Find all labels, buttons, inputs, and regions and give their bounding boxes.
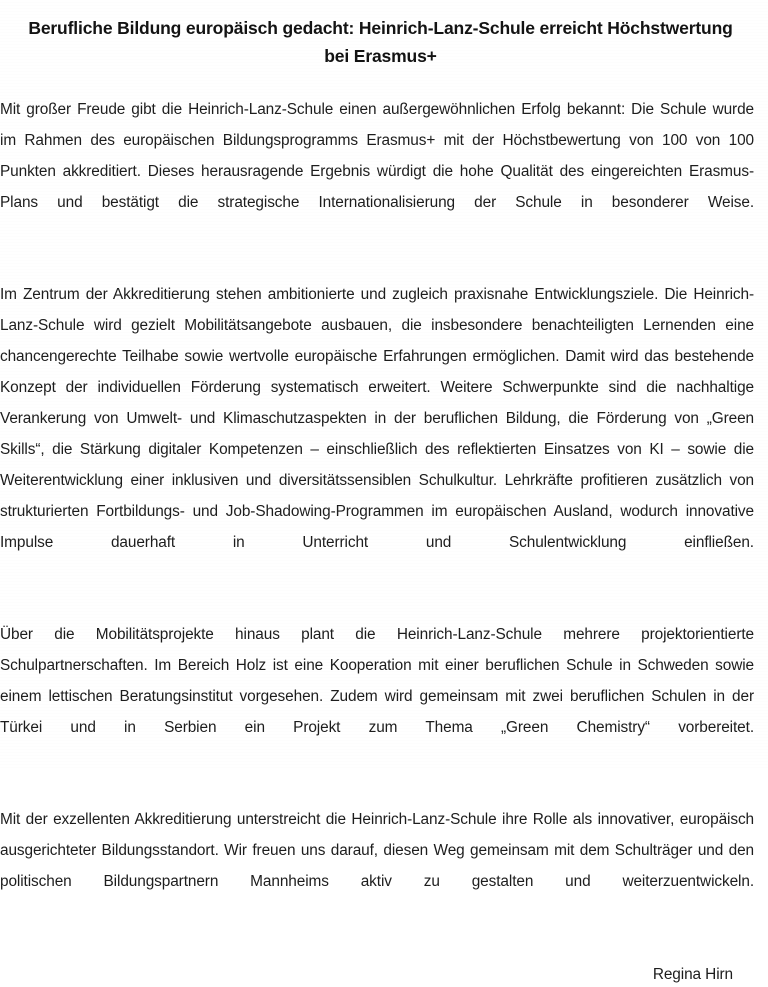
page-title-line-2: bei Erasmus+ [324,46,437,66]
document-body [0,94,768,987]
body-paragraph: Mit großer Freude gibt die Heinrich-Lanz-Schule einen außergewöhnlichen Erfolg bekannt: Die Schule wurde im Rahmen des europäischen Bildungsprogramms Erasmus+ mit der Höchstbewertung von 100 von 100 Punkten akkreditiert. Dieses herausragende Ergebnis würdigt die hohe Qualität des eingereichten Erasmus-Plans und bestätigt die strategische Internationalisierung der Schule in besonderer Weise. [0,101,754,211]
body-paragraph: Im Zentrum der Akkreditierung stehen ambitionierte und zugleich praxisnahe Entwicklungsziele. Die Heinrich-Lanz-Schule wird gezielt Mobilitätsangebote ausbauen, die insbesondere benachteiligten Lernenden eine chancengerechte Teilhabe sowie wertvolle europäische Erfahrungen ermöglichen. Damit wird das bestehende Konzept der individuellen Förderung systematisch erweitert. Weitere Schwerpunkte sind die nachhaltige Verankerung von Umwelt- und Klimaschutzaspekten in der beruflichen Bildung, die Förderung von „Green Skills“, die Stärkung digitaler Kompetenzen – einschließlich des reflektierten Einsatzes von KI – sowie die Weiterentwicklung einer inklusiven und diversitätssensiblen Schulkultur. Lehrkräfte profitieren zusätzlich von strukturierten Fortbildungs- und Job-Shadowing-Programmen im europäischen Ausland, wodurch innovative Impulse dauerhaft in Unterricht und Schulentwicklung einfließen. [0,286,754,551]
page-title [0,0,768,70]
signature-block [0,963,754,987]
signature-name: Regina Hirn [652,966,733,983]
body-paragraph: Mit der exzellenten Akkreditierung unterstreicht die Heinrich-Lanz-Schule ihre Rolle als innovativer, europäisch ausgerichteter Bildungsstandort. Wir freuen uns darauf, diesen Weg gemeinsam mit dem Schulträger und den politischen Bildungspartnern Mannheims aktiv zu gestalten und weiterzuentwickeln. [0,811,754,890]
body-paragraph: Über die Mobilitätsprojekte hinaus plant die Heinrich-Lanz-Schule mehrere projektorientierte Schulpartnerschaften. Im Bereich Holz ist eine Kooperation mit einer beruflichen Schule in Schweden sowie einem lettischen Beratungsinstitut vorgesehen. Zudem wird gemeinsam mit zwei beruflichen Schulen in der Türkei und in Serbien ein Projekt zum Thema „Green Chemistry“ vorbereitet. [0,626,754,736]
page-title-line-1: Berufliche Bildung europäisch gedacht: Heinrich-Lanz-Schule erreicht Höchstwertung [28,18,733,38]
